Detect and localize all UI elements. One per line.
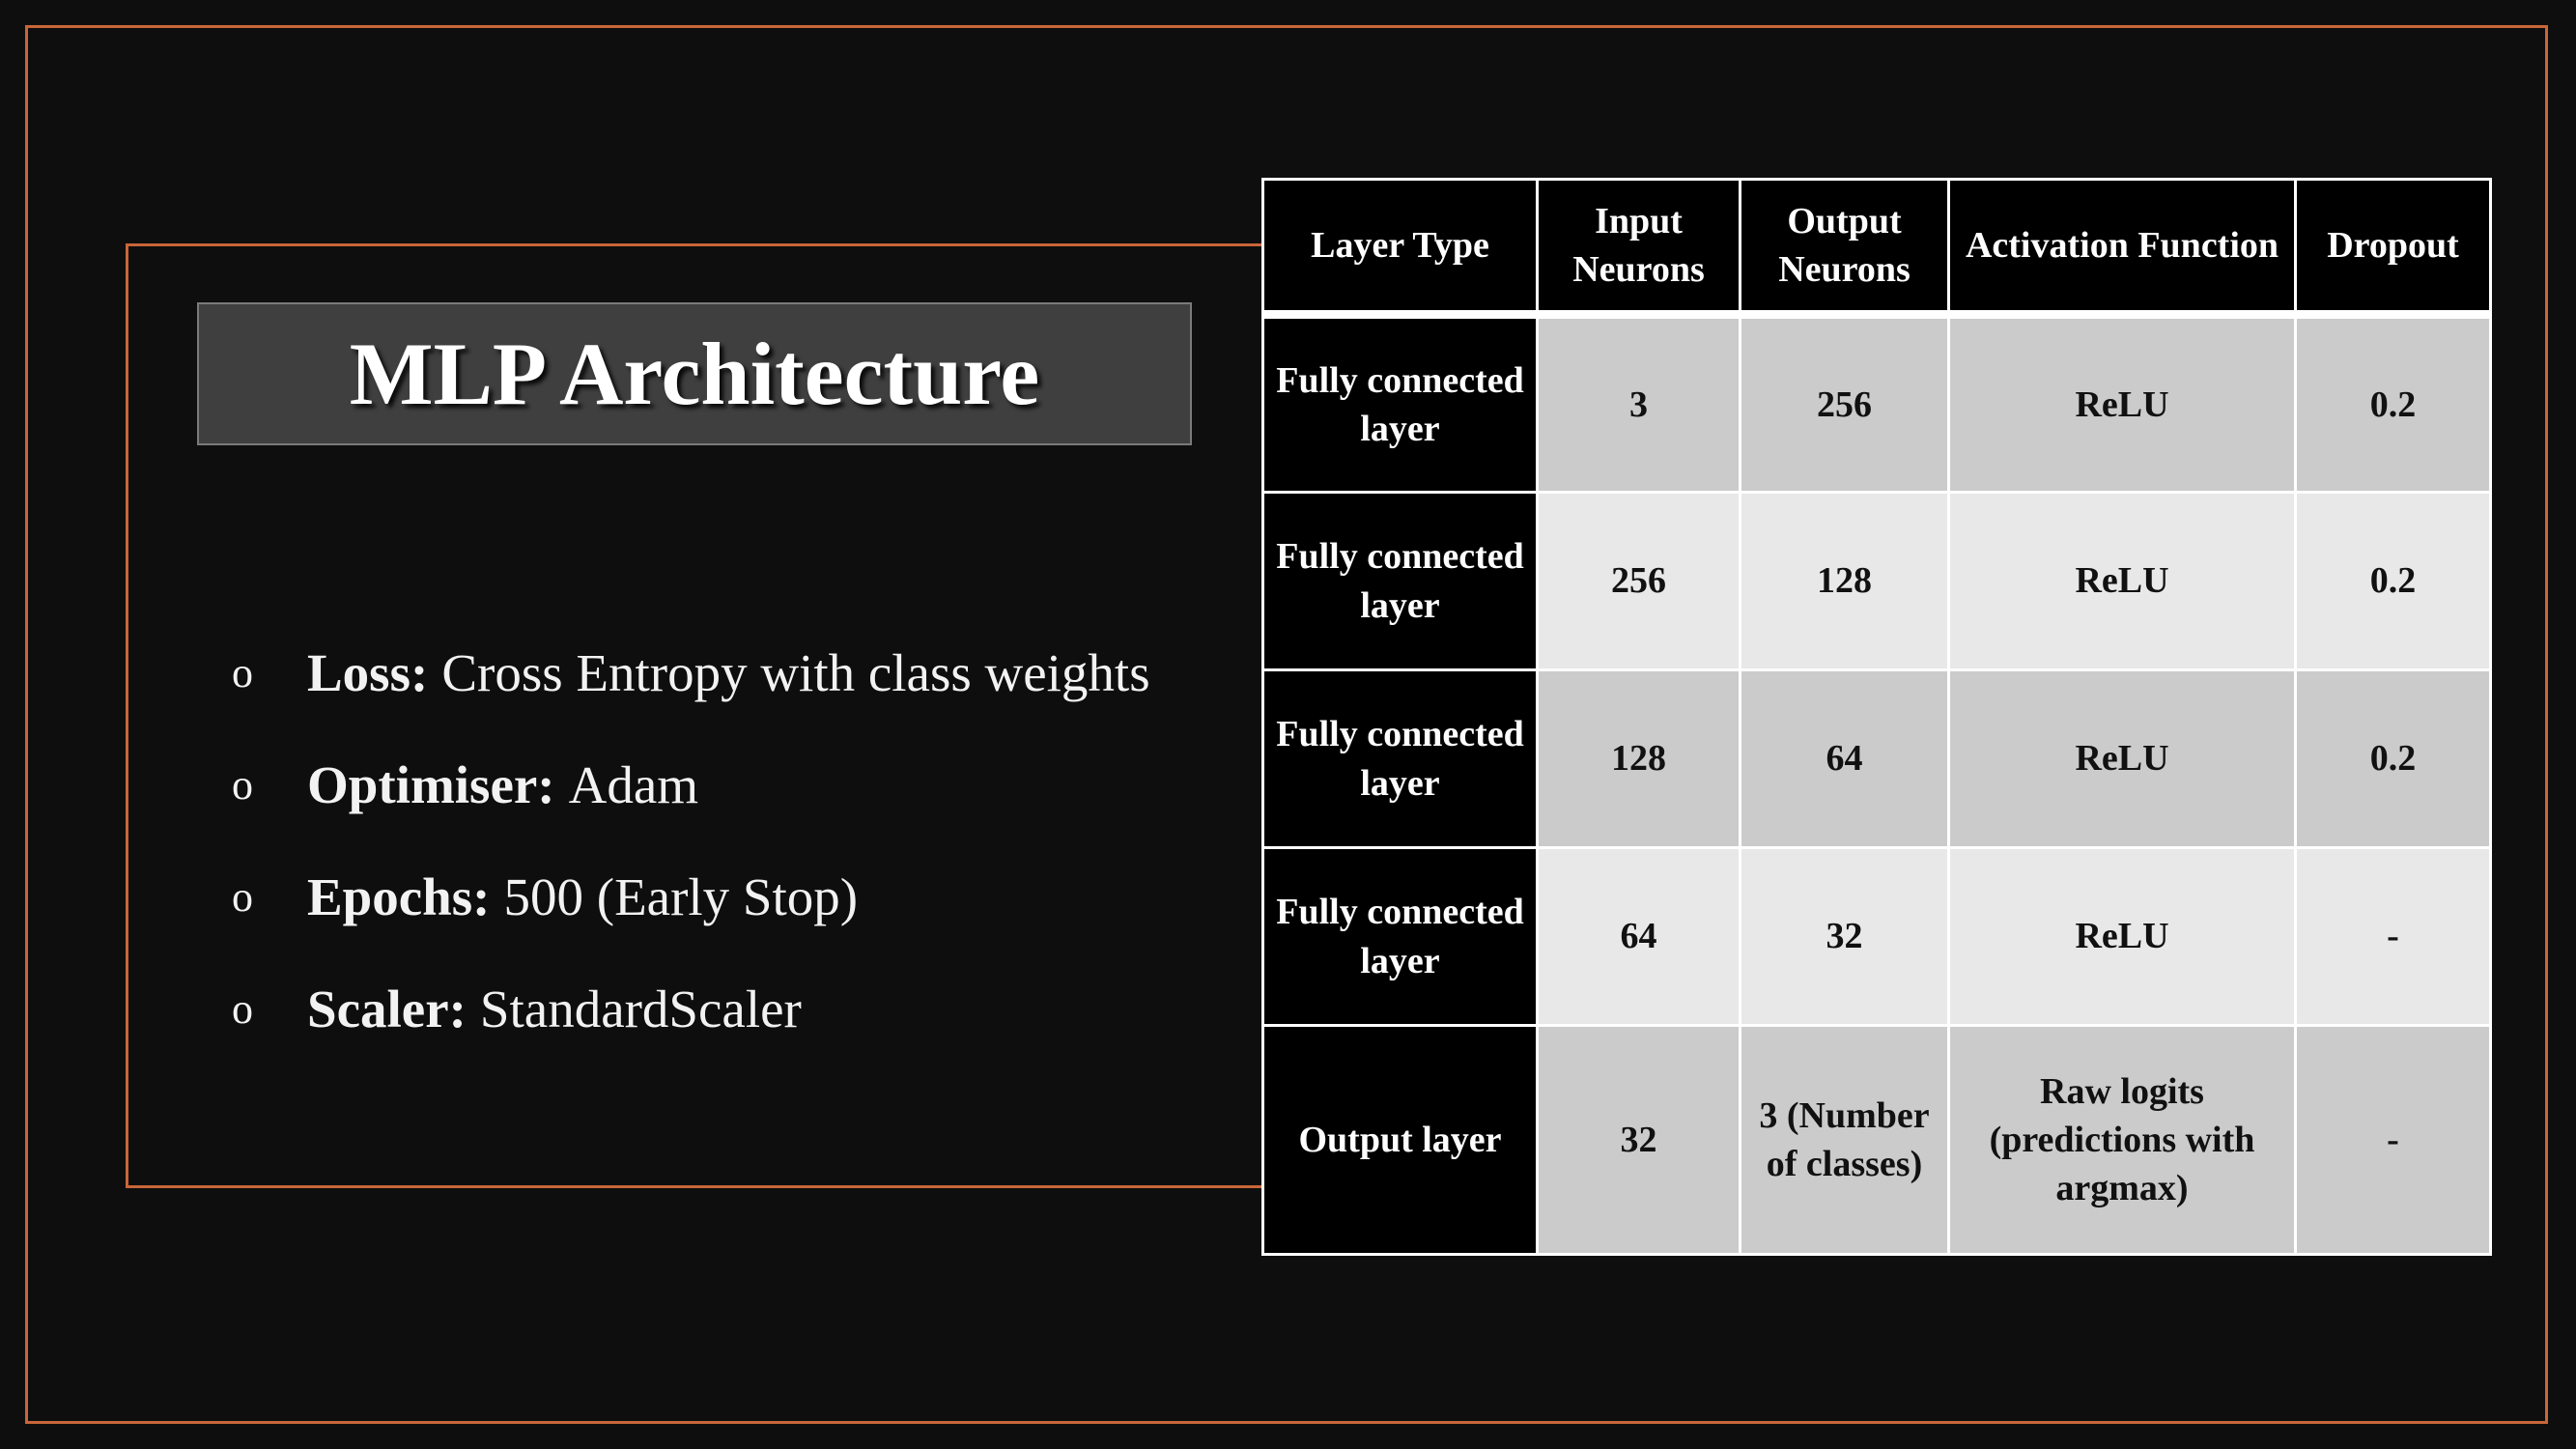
table-cell: 128: [1538, 670, 1741, 848]
table-cell: Raw logits (predictions with argmax): [1949, 1026, 2296, 1255]
header-cell-input-neurons: Input Neurons: [1538, 180, 1741, 315]
table-cell: 256: [1741, 315, 1949, 493]
architecture-table: [1261, 178, 2492, 1256]
page-title: MLP Architecture: [349, 325, 1040, 423]
bullet-item-scaler: [232, 952, 1150, 1065]
table-cell: ReLU: [1949, 493, 2296, 670]
table-cell: 0.2: [2296, 315, 2491, 493]
table-row: [1263, 315, 2491, 493]
table-cell: ReLU: [1949, 670, 2296, 848]
table-cell: -: [2296, 1026, 2491, 1255]
row-header-cell: Fully connected layer: [1263, 493, 1538, 670]
title-box: [197, 302, 1192, 445]
bullet-item-loss: [232, 616, 1150, 728]
bullet-value: 500 (Early Stop): [503, 867, 859, 926]
table-cell: 64: [1538, 848, 1741, 1026]
table-cell: 64: [1741, 670, 1949, 848]
bullet-marker: o: [232, 760, 253, 809]
bullet-list: [232, 616, 1150, 1065]
table-row: [1263, 493, 2491, 670]
table-cell: -: [2296, 848, 2491, 1026]
bullet-value: StandardScaler: [479, 979, 802, 1038]
table-cell: 32: [1538, 1026, 1741, 1255]
bullet-marker: o: [232, 872, 253, 921]
table-cell: 3: [1538, 315, 1741, 493]
bullet-label: Optimiser:: [307, 754, 555, 814]
row-header-cell: Fully connected layer: [1263, 670, 1538, 848]
table-cell: 256: [1538, 493, 1741, 670]
table-cell: 0.2: [2296, 493, 2491, 670]
header-cell-layer-type: Layer Type: [1263, 180, 1538, 315]
table-cell: 0.2: [2296, 670, 2491, 848]
bullet-label: Epochs:: [307, 867, 491, 926]
table-cell: ReLU: [1949, 848, 2296, 1026]
bullet-marker: o: [232, 648, 253, 696]
bullet-value: Adam: [568, 754, 699, 814]
table-row: [1263, 670, 2491, 848]
table-cell: ReLU: [1949, 315, 2296, 493]
bullet-label: Scaler:: [307, 979, 467, 1038]
bullet-marker: o: [232, 984, 253, 1033]
bullet-item-optimiser: [232, 728, 1150, 840]
header-cell-activation: Activation Function: [1949, 180, 2296, 315]
bullet-value: Cross Entropy with class weights: [441, 642, 1150, 702]
row-header-cell: Fully connected layer: [1263, 315, 1538, 493]
header-cell-dropout: Dropout: [2296, 180, 2491, 315]
bullet-label: Loss:: [307, 642, 429, 702]
row-header-cell: Fully connected layer: [1263, 848, 1538, 1026]
table-header-row: [1263, 180, 2491, 315]
table-cell: 128: [1741, 493, 1949, 670]
table-row: [1263, 1026, 2491, 1255]
bullet-item-epochs: [232, 840, 1150, 952]
header-cell-output-neurons: Output Neurons: [1741, 180, 1949, 315]
table-cell: 32: [1741, 848, 1949, 1026]
table-cell: 3 (Number of classes): [1741, 1026, 1949, 1255]
table-row: [1263, 848, 2491, 1026]
row-header-cell: Output layer: [1263, 1026, 1538, 1255]
